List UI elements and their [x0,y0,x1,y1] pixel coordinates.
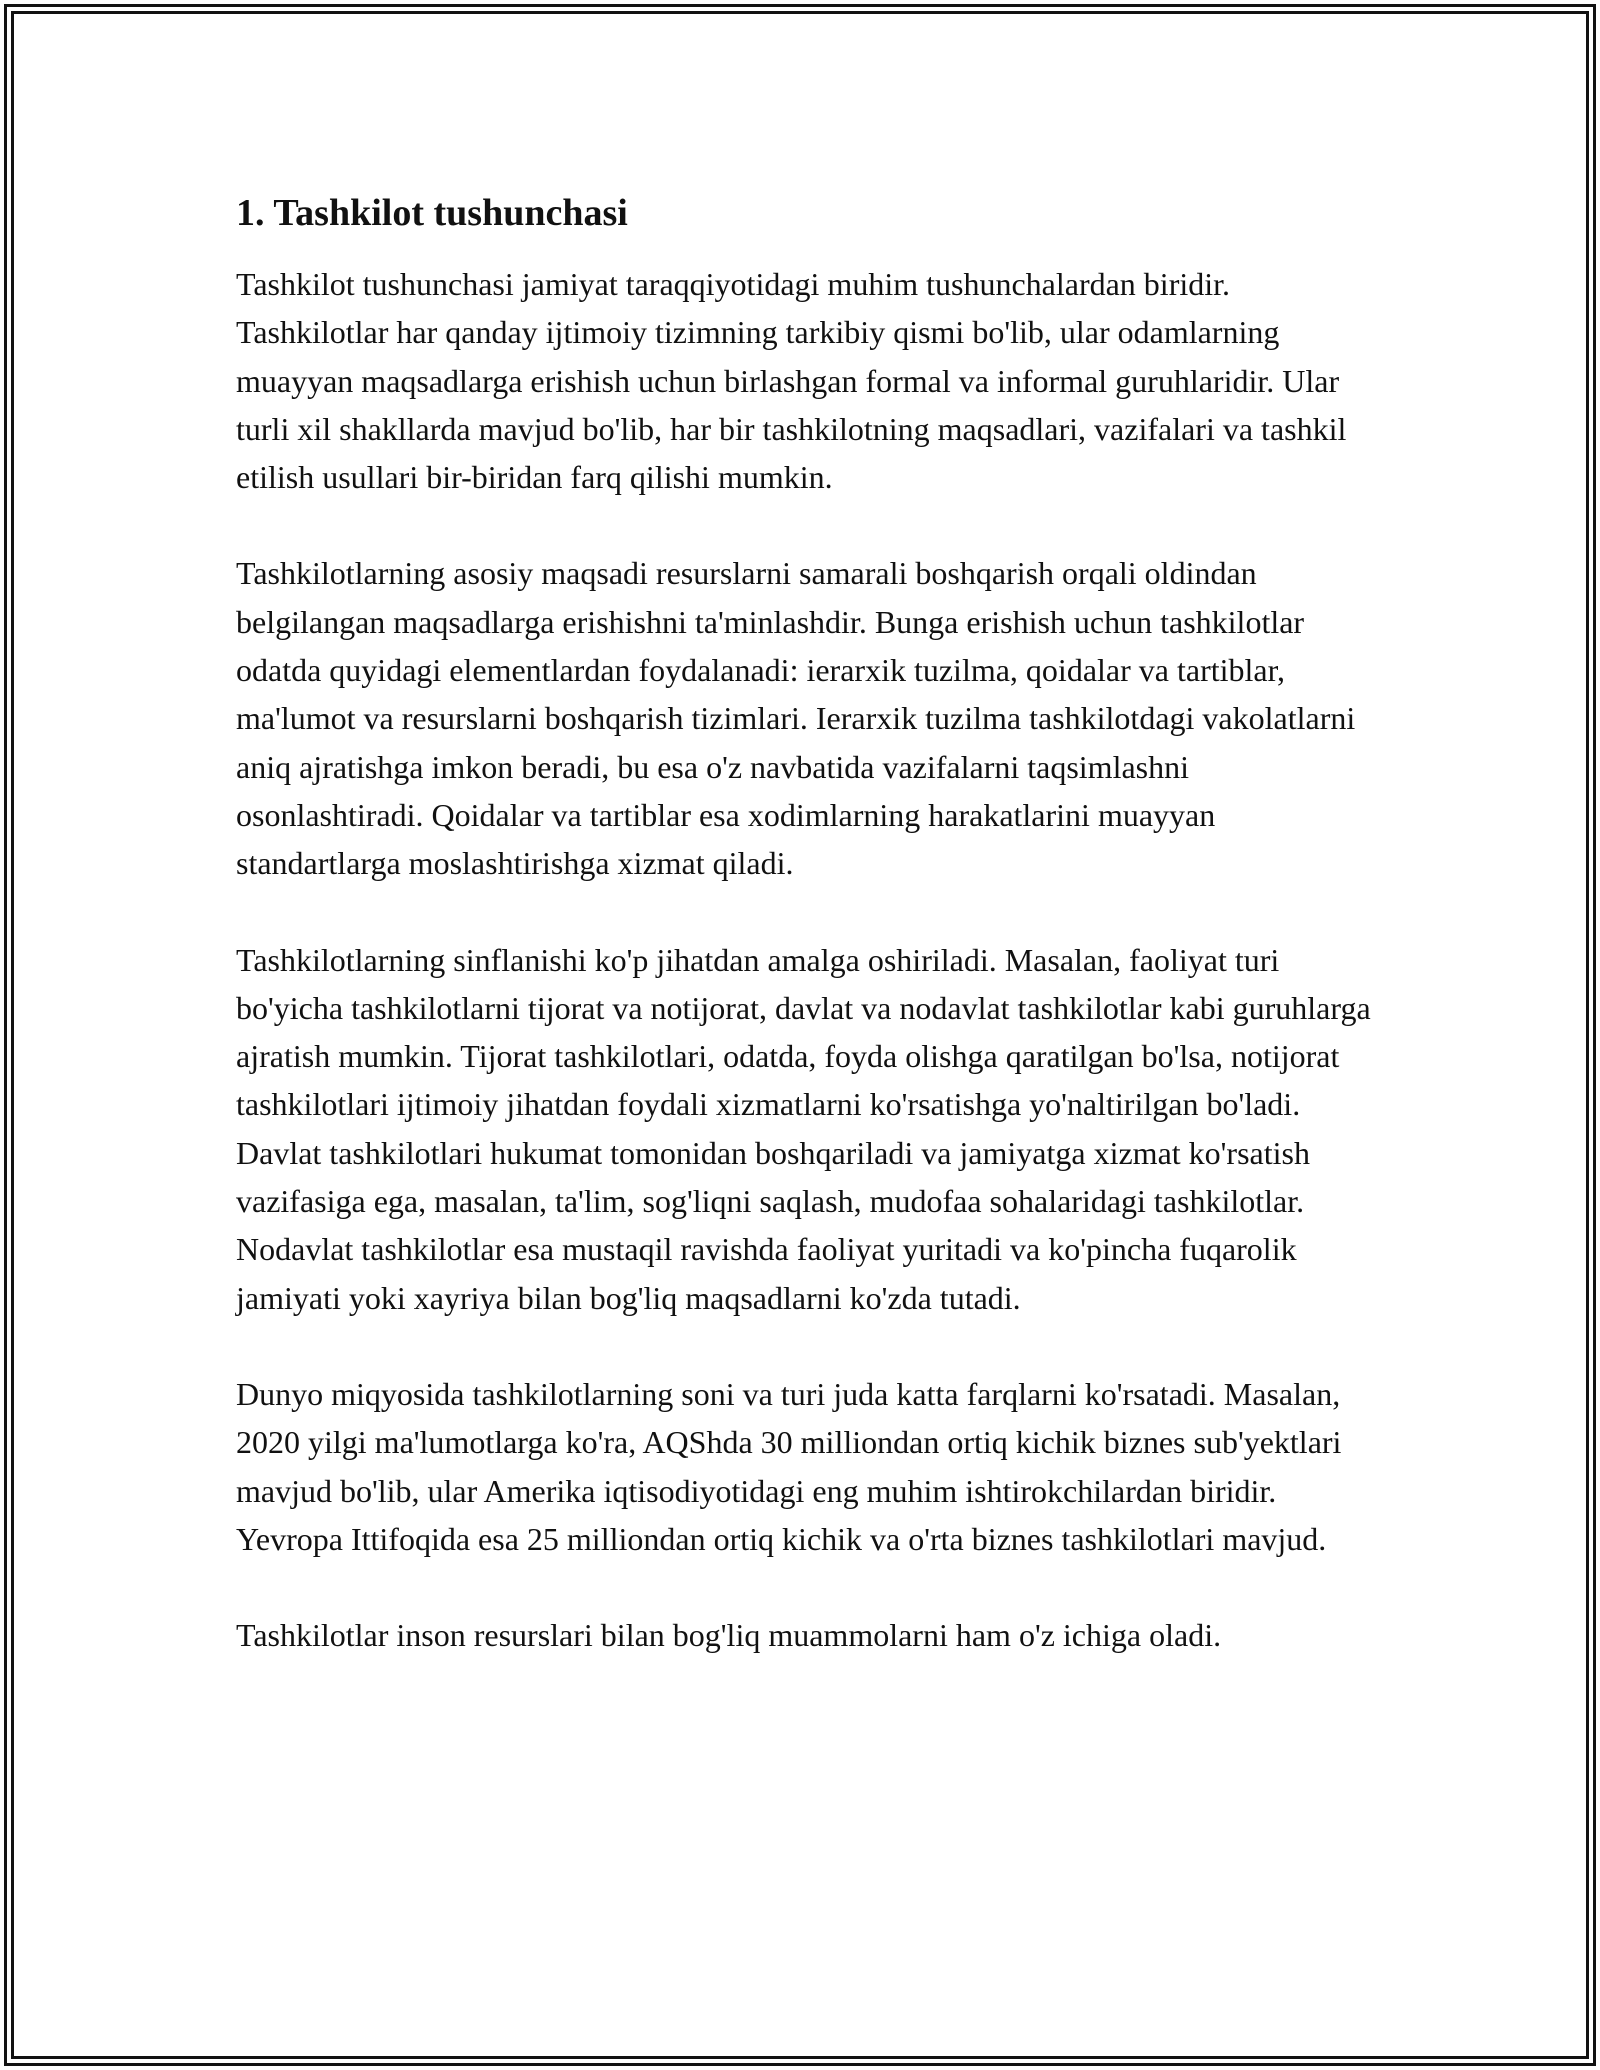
document-body [236,186,1376,1707]
paragraph-purpose: Tashkilotlarning asosiy maqsadi resurslarni samarali boshqarish orqali oldindan belgilangan maqsadlarga erishishni ta'minlashdir. Bunga erishish uchun tashkilotlar odatda quyidagi elementlardan foydalanadi: ierarxik tuzilma, qoidalar va tartiblar, ma'lumot va resurslarni boshqarish tizimlari. Ierarxik tuzilma tashkilotdagi vakolatlarni aniq ajratishga imkon beradi, bu esa o'z navbatida vazifalarni taqsimlashni osonlashtiradi. Qoidalar va tartiblar esa xodimlarning harakatlarini muayyan standartlarga moslashtirishga xizmat qiladi. [236,555,1356,882]
paragraph-classification: Tashkilotlarning sinflanishi ko'p jihatdan amalga oshiriladi. Masalan, faoliyat turi bo'yicha tashkilotlarni tijorat va notijorat, davlat va nodavlat tashkilotlar kabi guruhlarga ajratish mumkin. Tijorat tashkilotlari, odatda, foyda olishga qaratilgan bo'lsa, notijorat tashkilotlari ijtimoiy jihatdan foydali xizmatlarni ko'rsatishga yo'naltirilgan bo'ladi. Davlat tashkilotlari hukumat tomonidan boshqariladi va jamiyatga xizmat ko'rsatish vazifasiga ega, masalan, ta'lim, sog'liqni saqlash, mudofaa sohalaridagi tashkilotlar. Nodavlat tashkilotlar esa mustaqil ravishda faoliyat yuritadi va ko'pincha fuqarolik jamiyati yoki xayriya bilan bog'liq maqsadlarni ko'zda tutadi. [236,941,1371,1316]
paragraph-statistics: Dunyo miqyosida tashkilotlarning soni va turi juda katta farqlarni ko'rsatadi. Masalan, 2020 yilgi ma'lumotlarga ko'ra, AQShda 30 milliondan ortiq kichik biznes sub'yektlari mavjud bo'lib, ular Amerika iqtisodiyotidagi eng muhim ishtirokchilardan biridir. Yevropa Ittifoqida esa 25 milliondan ortiq kichik va o'rta biznes tashkilotlari mavjud. [236,1375,1342,1557]
paragraph-human-resources: Tashkilotlar inson resurslari bilan bog'liq muammolarni ham o'z ichiga oladi. [236,1617,1222,1654]
section-heading: 1. Tashkilot tushunchasi [236,192,628,234]
paragraph-definition: Tashkilot tushunchasi jamiyat taraqqiyotidagi muhim tushunchalardan biridir. Tashkilotlar har qanday ijtimoiy tizimning tarkibiy qismi bo'lib, ular odamlarning muayyan maqsadlarga erishish uchun birlashgan formal va informal guruhlaridir. Ular turli xil shakllarda mavjud bo'lib, har bir tashkilotning maqsadlari, vazifalari va tashkil etilish usullari bir-biridan farq qilishi mumkin. [236,266,1347,496]
